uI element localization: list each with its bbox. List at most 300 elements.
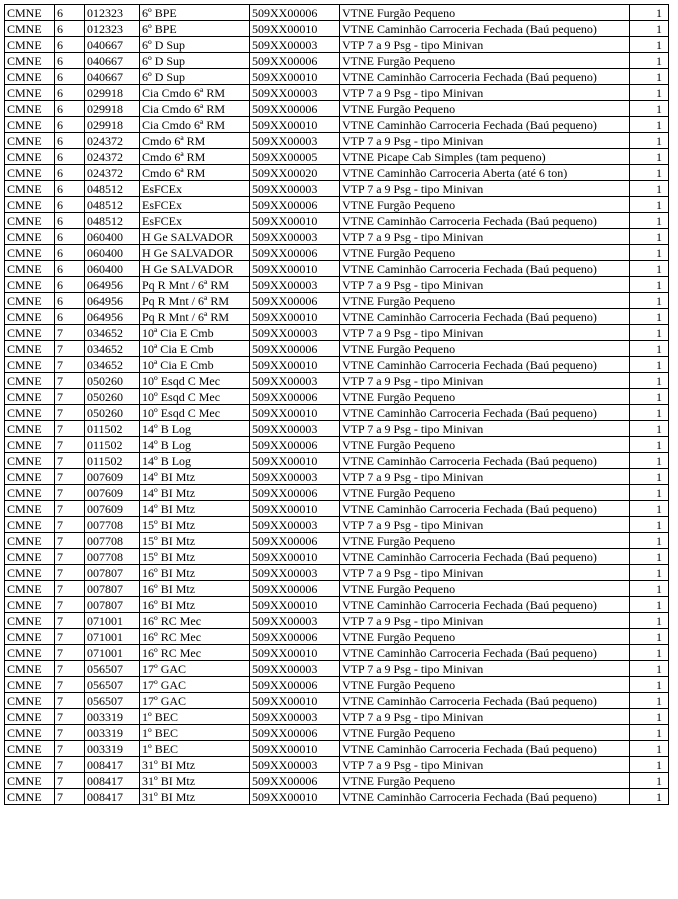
vehicle-type-cell: VTNE Furgão Pequeno	[340, 245, 630, 261]
table-row	[5, 405, 669, 421]
item-code-cell: 509XX00020	[250, 165, 340, 181]
code-cell: 008417	[85, 773, 140, 789]
code-cell: 024372	[85, 133, 140, 149]
vehicle-type-cell: VTNE Furgão Pequeno	[340, 581, 630, 597]
quantity-cell: 1	[630, 757, 669, 773]
command-cell: CMNE	[5, 85, 55, 101]
quantity-cell: 1	[630, 181, 669, 197]
item-code-cell: 509XX00010	[250, 453, 340, 469]
unit-cell: EsFCEx	[140, 181, 250, 197]
table-row	[5, 725, 669, 741]
item-code-cell: 509XX00010	[250, 357, 340, 373]
quantity-cell: 1	[630, 69, 669, 85]
vehicle-type-cell: VTNE Caminhão Carroceria Fechada (Baú pequeno)	[340, 597, 630, 613]
code-cell: 056507	[85, 661, 140, 677]
code-cell: 029918	[85, 85, 140, 101]
quantity-cell: 1	[630, 485, 669, 501]
command-cell: CMNE	[5, 5, 55, 21]
table-row	[5, 53, 669, 69]
region-cell: 7	[55, 325, 85, 341]
region-cell: 7	[55, 533, 85, 549]
quantity-cell: 1	[630, 37, 669, 53]
region-cell: 6	[55, 21, 85, 37]
item-code-cell: 509XX00010	[250, 741, 340, 757]
region-cell: 7	[55, 613, 85, 629]
code-cell: 064956	[85, 293, 140, 309]
table-row	[5, 773, 669, 789]
code-cell: 007609	[85, 501, 140, 517]
quantity-cell: 1	[630, 85, 669, 101]
unit-cell: H Ge SALVADOR	[140, 245, 250, 261]
table-row	[5, 21, 669, 37]
region-cell: 6	[55, 101, 85, 117]
unit-cell: 10º Esqd C Mec	[140, 389, 250, 405]
code-cell: 071001	[85, 629, 140, 645]
command-cell: CMNE	[5, 757, 55, 773]
code-cell: 011502	[85, 437, 140, 453]
item-code-cell: 509XX00010	[250, 405, 340, 421]
unit-cell: 16º RC Mec	[140, 613, 250, 629]
document-page	[4, 4, 668, 805]
vehicle-type-cell: VTP 7 a 9 Psg - tipo Minivan	[340, 181, 630, 197]
command-cell: CMNE	[5, 533, 55, 549]
code-cell: 048512	[85, 181, 140, 197]
region-cell: 7	[55, 629, 85, 645]
table-row	[5, 613, 669, 629]
vehicle-type-cell: VTNE Furgão Pequeno	[340, 53, 630, 69]
command-cell: CMNE	[5, 325, 55, 341]
unit-cell: EsFCEx	[140, 213, 250, 229]
unit-cell: 17º GAC	[140, 693, 250, 709]
code-cell: 064956	[85, 309, 140, 325]
unit-cell: 6º BPE	[140, 5, 250, 21]
region-cell: 7	[55, 725, 85, 741]
vehicle-type-cell: VTNE Picape Cab Simples (tam pequeno)	[340, 149, 630, 165]
quantity-cell: 1	[630, 197, 669, 213]
code-cell: 071001	[85, 613, 140, 629]
table-row	[5, 133, 669, 149]
quantity-cell: 1	[630, 21, 669, 37]
table-row	[5, 485, 669, 501]
command-cell: CMNE	[5, 549, 55, 565]
region-cell: 7	[55, 757, 85, 773]
quantity-cell: 1	[630, 117, 669, 133]
quantity-cell: 1	[630, 645, 669, 661]
table-row	[5, 741, 669, 757]
code-cell: 007708	[85, 549, 140, 565]
command-cell: CMNE	[5, 373, 55, 389]
code-cell: 050260	[85, 389, 140, 405]
table-row	[5, 709, 669, 725]
command-cell: CMNE	[5, 341, 55, 357]
vehicle-type-cell: VTNE Furgão Pequeno	[340, 5, 630, 21]
quantity-cell: 1	[630, 597, 669, 613]
quantity-cell: 1	[630, 709, 669, 725]
code-cell: 064956	[85, 277, 140, 293]
table-row	[5, 5, 669, 21]
region-cell: 7	[55, 501, 85, 517]
quantity-cell: 1	[630, 693, 669, 709]
table-row	[5, 261, 669, 277]
item-code-cell: 509XX00006	[250, 5, 340, 21]
command-cell: CMNE	[5, 773, 55, 789]
region-cell: 7	[55, 517, 85, 533]
unit-cell: 10º Esqd C Mec	[140, 373, 250, 389]
vehicle-type-cell: VTP 7 a 9 Psg - tipo Minivan	[340, 709, 630, 725]
region-cell: 7	[55, 341, 85, 357]
region-cell: 7	[55, 709, 85, 725]
table-row	[5, 645, 669, 661]
vehicle-type-cell: VTNE Furgão Pequeno	[340, 533, 630, 549]
vehicle-type-cell: VTP 7 a 9 Psg - tipo Minivan	[340, 373, 630, 389]
quantity-cell: 1	[630, 725, 669, 741]
item-code-cell: 509XX00003	[250, 85, 340, 101]
code-cell: 040667	[85, 69, 140, 85]
vehicle-type-cell: VTP 7 a 9 Psg - tipo Minivan	[340, 757, 630, 773]
code-cell: 012323	[85, 21, 140, 37]
item-code-cell: 509XX00003	[250, 373, 340, 389]
unit-cell: Pq R Mnt / 6ª RM	[140, 293, 250, 309]
vehicle-type-cell: VTNE Caminhão Carroceria Fechada (Baú pequeno)	[340, 549, 630, 565]
code-cell: 003319	[85, 741, 140, 757]
table-row	[5, 165, 669, 181]
unit-cell: 17º GAC	[140, 677, 250, 693]
unit-cell: 6º D Sup	[140, 69, 250, 85]
command-cell: CMNE	[5, 165, 55, 181]
table-row	[5, 293, 669, 309]
command-cell: CMNE	[5, 69, 55, 85]
unit-cell: 16º BI Mtz	[140, 597, 250, 613]
vehicle-type-cell: VTNE Furgão Pequeno	[340, 725, 630, 741]
item-code-cell: 509XX00003	[250, 469, 340, 485]
command-cell: CMNE	[5, 101, 55, 117]
unit-cell: Cmdo 6ª RM	[140, 149, 250, 165]
code-cell: 007708	[85, 533, 140, 549]
unit-cell: 14º B Log	[140, 453, 250, 469]
item-code-cell: 509XX00003	[250, 37, 340, 53]
region-cell: 7	[55, 741, 85, 757]
table-row	[5, 677, 669, 693]
region-cell: 7	[55, 421, 85, 437]
unit-cell: 1º BEC	[140, 741, 250, 757]
region-cell: 6	[55, 197, 85, 213]
region-cell: 6	[55, 261, 85, 277]
table-row	[5, 661, 669, 677]
table-row	[5, 357, 669, 373]
unit-cell: 6º BPE	[140, 21, 250, 37]
item-code-cell: 509XX00006	[250, 533, 340, 549]
command-cell: CMNE	[5, 661, 55, 677]
command-cell: CMNE	[5, 725, 55, 741]
command-cell: CMNE	[5, 357, 55, 373]
vehicle-type-cell: VTNE Caminhão Carroceria Fechada (Baú pequeno)	[340, 213, 630, 229]
vehicle-type-cell: VTP 7 a 9 Psg - tipo Minivan	[340, 37, 630, 53]
item-code-cell: 509XX00006	[250, 341, 340, 357]
unit-cell: 6º D Sup	[140, 37, 250, 53]
unit-cell: 14º B Log	[140, 437, 250, 453]
item-code-cell: 509XX00010	[250, 549, 340, 565]
code-cell: 040667	[85, 53, 140, 69]
code-cell: 034652	[85, 357, 140, 373]
region-cell: 6	[55, 293, 85, 309]
item-code-cell: 509XX00006	[250, 629, 340, 645]
code-cell: 060400	[85, 261, 140, 277]
code-cell: 056507	[85, 677, 140, 693]
vehicle-type-cell: VTNE Furgão Pequeno	[340, 629, 630, 645]
quantity-cell: 1	[630, 293, 669, 309]
quantity-cell: 1	[630, 389, 669, 405]
command-cell: CMNE	[5, 213, 55, 229]
code-cell: 011502	[85, 453, 140, 469]
command-cell: CMNE	[5, 309, 55, 325]
table-row	[5, 421, 669, 437]
vehicle-type-cell: VTNE Furgão Pequeno	[340, 485, 630, 501]
table-row	[5, 597, 669, 613]
vehicle-type-cell: VTP 7 a 9 Psg - tipo Minivan	[340, 613, 630, 629]
item-code-cell: 509XX00010	[250, 309, 340, 325]
vehicle-type-cell: VTNE Caminhão Carroceria Fechada (Baú pequeno)	[340, 453, 630, 469]
code-cell: 003319	[85, 725, 140, 741]
item-code-cell: 509XX00003	[250, 661, 340, 677]
item-code-cell: 509XX00006	[250, 293, 340, 309]
quantity-cell: 1	[630, 309, 669, 325]
quantity-cell: 1	[630, 245, 669, 261]
item-code-cell: 509XX00006	[250, 101, 340, 117]
code-cell: 024372	[85, 149, 140, 165]
unit-cell: 16º BI Mtz	[140, 565, 250, 581]
command-cell: CMNE	[5, 149, 55, 165]
quantity-cell: 1	[630, 373, 669, 389]
command-cell: CMNE	[5, 405, 55, 421]
code-cell: 007708	[85, 517, 140, 533]
quantity-cell: 1	[630, 357, 669, 373]
quantity-cell: 1	[630, 165, 669, 181]
code-cell: 048512	[85, 213, 140, 229]
region-cell: 6	[55, 53, 85, 69]
region-cell: 6	[55, 133, 85, 149]
unit-cell: 15º BI Mtz	[140, 517, 250, 533]
command-cell: CMNE	[5, 629, 55, 645]
item-code-cell: 509XX00003	[250, 277, 340, 293]
command-cell: CMNE	[5, 53, 55, 69]
table-row	[5, 373, 669, 389]
item-code-cell: 509XX00006	[250, 389, 340, 405]
quantity-cell: 1	[630, 101, 669, 117]
vehicle-type-cell: VTNE Caminhão Carroceria Fechada (Baú pequeno)	[340, 261, 630, 277]
item-code-cell: 509XX00006	[250, 677, 340, 693]
item-code-cell: 509XX00010	[250, 261, 340, 277]
code-cell: 034652	[85, 341, 140, 357]
vehicle-type-cell: VTNE Furgão Pequeno	[340, 341, 630, 357]
region-cell: 7	[55, 565, 85, 581]
unit-cell: Cmdo 6ª RM	[140, 165, 250, 181]
vehicle-type-cell: VTP 7 a 9 Psg - tipo Minivan	[340, 277, 630, 293]
unit-cell: EsFCEx	[140, 197, 250, 213]
code-cell: 034652	[85, 325, 140, 341]
command-cell: CMNE	[5, 709, 55, 725]
quantity-cell: 1	[630, 661, 669, 677]
table-row	[5, 117, 669, 133]
table-row	[5, 453, 669, 469]
item-code-cell: 509XX00003	[250, 421, 340, 437]
unit-cell: 16º RC Mec	[140, 645, 250, 661]
item-code-cell: 509XX00003	[250, 133, 340, 149]
command-cell: CMNE	[5, 501, 55, 517]
command-cell: CMNE	[5, 21, 55, 37]
vehicle-type-cell: VTNE Furgão Pequeno	[340, 101, 630, 117]
quantity-cell: 1	[630, 581, 669, 597]
table-row	[5, 757, 669, 773]
region-cell: 7	[55, 389, 85, 405]
item-code-cell: 509XX00006	[250, 725, 340, 741]
region-cell: 7	[55, 485, 85, 501]
vehicle-type-cell: VTP 7 a 9 Psg - tipo Minivan	[340, 517, 630, 533]
item-code-cell: 509XX00005	[250, 149, 340, 165]
command-cell: CMNE	[5, 693, 55, 709]
command-cell: CMNE	[5, 565, 55, 581]
quantity-cell: 1	[630, 277, 669, 293]
code-cell: 007609	[85, 485, 140, 501]
table-row	[5, 245, 669, 261]
table-row	[5, 341, 669, 357]
vehicle-type-cell: VTNE Furgão Pequeno	[340, 389, 630, 405]
table-row	[5, 325, 669, 341]
region-cell: 7	[55, 581, 85, 597]
vehicle-type-cell: VTP 7 a 9 Psg - tipo Minivan	[340, 133, 630, 149]
vehicle-type-cell: VTP 7 a 9 Psg - tipo Minivan	[340, 469, 630, 485]
unit-cell: 10º Esqd C Mec	[140, 405, 250, 421]
region-cell: 7	[55, 453, 85, 469]
region-cell: 6	[55, 5, 85, 21]
table-row	[5, 277, 669, 293]
quantity-cell: 1	[630, 565, 669, 581]
quantity-cell: 1	[630, 469, 669, 485]
quantity-cell: 1	[630, 549, 669, 565]
region-cell: 6	[55, 229, 85, 245]
unit-cell: Pq R Mnt / 6ª RM	[140, 309, 250, 325]
table-row	[5, 197, 669, 213]
command-cell: CMNE	[5, 517, 55, 533]
table-row	[5, 789, 669, 805]
region-cell: 6	[55, 181, 85, 197]
command-cell: CMNE	[5, 293, 55, 309]
quantity-cell: 1	[630, 5, 669, 21]
quantity-cell: 1	[630, 341, 669, 357]
unit-cell: 31º BI Mtz	[140, 757, 250, 773]
quantity-cell: 1	[630, 229, 669, 245]
table-body	[5, 5, 669, 805]
vehicle-type-cell: VTP 7 a 9 Psg - tipo Minivan	[340, 85, 630, 101]
unit-cell: 14º BI Mtz	[140, 485, 250, 501]
item-code-cell: 509XX00003	[250, 229, 340, 245]
item-code-cell: 509XX00010	[250, 693, 340, 709]
region-cell: 6	[55, 213, 85, 229]
region-cell: 6	[55, 37, 85, 53]
vehicle-type-cell: VTNE Caminhão Carroceria Fechada (Baú pequeno)	[340, 117, 630, 133]
table-row	[5, 85, 669, 101]
command-cell: CMNE	[5, 389, 55, 405]
command-cell: CMNE	[5, 181, 55, 197]
vehicle-type-cell: VTP 7 a 9 Psg - tipo Minivan	[340, 325, 630, 341]
command-cell: CMNE	[5, 741, 55, 757]
vehicle-type-cell: VTNE Caminhão Carroceria Fechada (Baú pequeno)	[340, 357, 630, 373]
unit-cell: Pq R Mnt / 6ª RM	[140, 277, 250, 293]
vehicle-allocation-table	[4, 4, 669, 805]
command-cell: CMNE	[5, 645, 55, 661]
item-code-cell: 509XX00003	[250, 181, 340, 197]
command-cell: CMNE	[5, 789, 55, 805]
vehicle-type-cell: VTNE Furgão Pequeno	[340, 197, 630, 213]
item-code-cell: 509XX00010	[250, 501, 340, 517]
table-row	[5, 469, 669, 485]
unit-cell: 14º BI Mtz	[140, 501, 250, 517]
quantity-cell: 1	[630, 53, 669, 69]
unit-cell: Cmdo 6ª RM	[140, 133, 250, 149]
item-code-cell: 509XX00003	[250, 757, 340, 773]
command-cell: CMNE	[5, 677, 55, 693]
command-cell: CMNE	[5, 421, 55, 437]
region-cell: 7	[55, 597, 85, 613]
unit-cell: Cia Cmdo 6ª RM	[140, 85, 250, 101]
unit-cell: 14º BI Mtz	[140, 469, 250, 485]
quantity-cell: 1	[630, 773, 669, 789]
unit-cell: 15º BI Mtz	[140, 549, 250, 565]
code-cell: 071001	[85, 645, 140, 661]
code-cell: 029918	[85, 117, 140, 133]
vehicle-type-cell: VTNE Caminhão Carroceria Fechada (Baú pequeno)	[340, 693, 630, 709]
code-cell: 007807	[85, 581, 140, 597]
item-code-cell: 509XX00010	[250, 645, 340, 661]
code-cell: 008417	[85, 757, 140, 773]
quantity-cell: 1	[630, 533, 669, 549]
code-cell: 024372	[85, 165, 140, 181]
table-row	[5, 565, 669, 581]
unit-cell: 16º BI Mtz	[140, 581, 250, 597]
quantity-cell: 1	[630, 613, 669, 629]
quantity-cell: 1	[630, 421, 669, 437]
item-code-cell: 509XX00010	[250, 789, 340, 805]
vehicle-type-cell: VTNE Caminhão Carroceria Fechada (Baú pequeno)	[340, 21, 630, 37]
item-code-cell: 509XX00010	[250, 69, 340, 85]
command-cell: CMNE	[5, 277, 55, 293]
quantity-cell: 1	[630, 213, 669, 229]
unit-cell: 15º BI Mtz	[140, 533, 250, 549]
table-row	[5, 549, 669, 565]
unit-cell: 14º B Log	[140, 421, 250, 437]
table-row	[5, 533, 669, 549]
unit-cell: 16º RC Mec	[140, 629, 250, 645]
item-code-cell: 509XX00006	[250, 485, 340, 501]
quantity-cell: 1	[630, 789, 669, 805]
command-cell: CMNE	[5, 453, 55, 469]
code-cell: 060400	[85, 229, 140, 245]
region-cell: 7	[55, 469, 85, 485]
command-cell: CMNE	[5, 261, 55, 277]
table-row	[5, 213, 669, 229]
item-code-cell: 509XX00003	[250, 325, 340, 341]
command-cell: CMNE	[5, 485, 55, 501]
region-cell: 7	[55, 373, 85, 389]
item-code-cell: 509XX00003	[250, 565, 340, 581]
vehicle-type-cell: VTNE Furgão Pequeno	[340, 773, 630, 789]
region-cell: 6	[55, 165, 85, 181]
quantity-cell: 1	[630, 629, 669, 645]
region-cell: 7	[55, 693, 85, 709]
region-cell: 6	[55, 245, 85, 261]
region-cell: 7	[55, 773, 85, 789]
table-row	[5, 69, 669, 85]
table-row	[5, 101, 669, 117]
